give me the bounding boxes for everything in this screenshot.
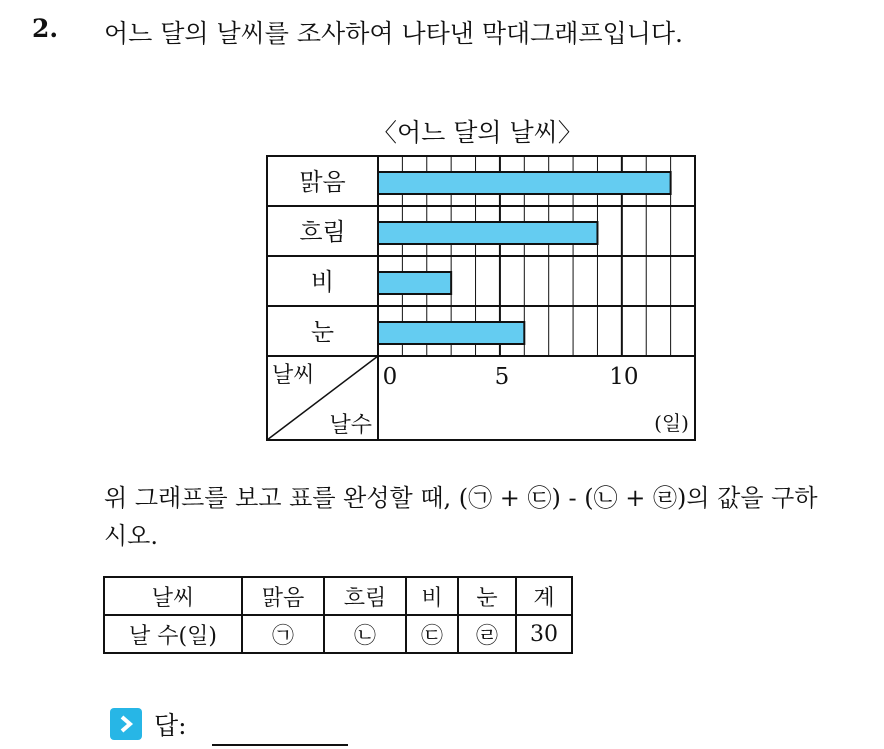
question-number: 2. [32, 14, 59, 43]
category-label: 맑음 [299, 168, 346, 196]
table-header-cell: 비 [406, 577, 458, 615]
question2-line1: 위 그래프를 보고 표를 완성할 때, (㉠ + ㉢) - (㉡ + ㉣)의 값을 구하 [104, 484, 818, 512]
tick-label: 10 [609, 364, 639, 390]
question2-line2: 시오. [104, 522, 158, 550]
table-header-row [104, 577, 572, 615]
table-header-cell: 날씨 [104, 577, 242, 615]
corner-label-top: 날씨 [272, 363, 315, 388]
bar [378, 222, 597, 244]
table-cell: ㉢ [406, 615, 458, 653]
bar [378, 272, 451, 294]
table-cell: ㉠ [242, 615, 324, 653]
unit-label: (일) [654, 411, 689, 435]
category-label: 흐림 [299, 218, 346, 246]
category-label: 눈 [310, 318, 335, 346]
bar [378, 322, 524, 344]
chevron-right-icon [110, 708, 142, 740]
table-header-cell: 흐림 [324, 577, 406, 615]
answer-row [110, 706, 187, 742]
corner-label-bottom: 날수 [329, 413, 372, 438]
answer-line[interactable] [212, 744, 348, 746]
question-text: 어느 달의 날씨를 조사하여 나타낸 막대그래프입니다. [104, 19, 683, 48]
chart-frame [267, 156, 695, 440]
table-cell: ㉣ [458, 615, 516, 653]
table-cell: ㉡ [324, 615, 406, 653]
table-header-cell: 눈 [458, 577, 516, 615]
table-cell: 30 [516, 615, 572, 653]
answer-label: 답: [154, 711, 187, 740]
weather-table [103, 576, 573, 654]
tick-label: 5 [494, 364, 510, 390]
table-row [104, 615, 572, 653]
chart-title: 〈어느 달의 날씨〉 [372, 118, 583, 147]
tick-label: 0 [382, 364, 398, 390]
table-header-cell: 맑음 [242, 577, 324, 615]
table-cell: 날 수(일) [104, 615, 242, 653]
table-header-cell: 계 [516, 577, 572, 615]
bar [378, 172, 671, 194]
category-label: 비 [310, 268, 335, 296]
